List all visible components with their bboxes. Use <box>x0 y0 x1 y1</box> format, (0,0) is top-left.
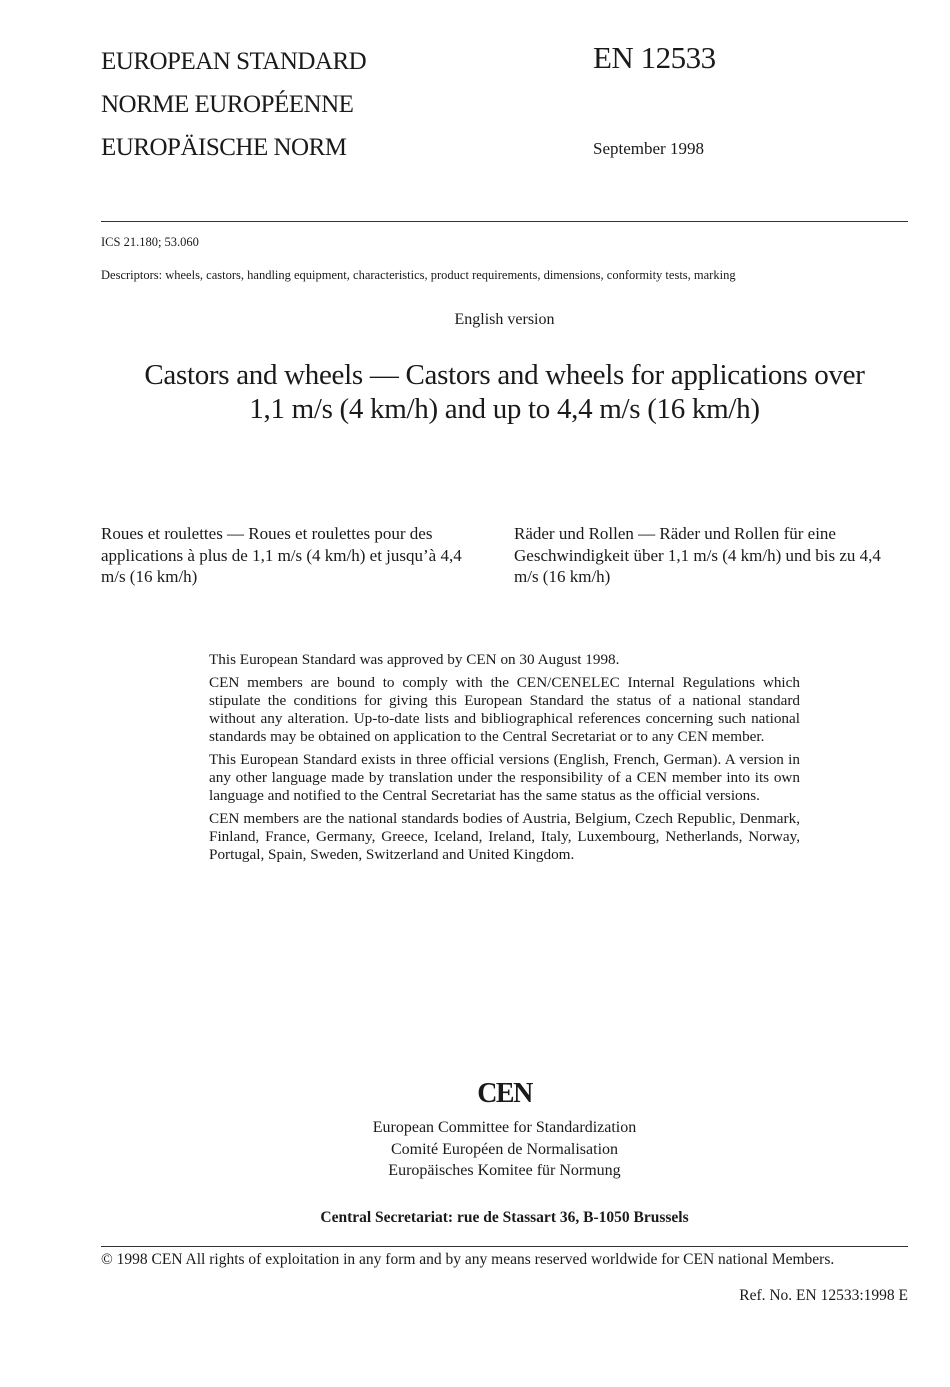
central-secretariat: Central Secretariat: rue de Stassart 36, B-1050 Brussels <box>320 1209 689 1226</box>
french-title: Roues et roulettes — Roues et roulettes pour des applications à plus de 1,1 m/s (4 km/h) et jusqu’à 4,4 m/s (16 km/h) <box>101 524 462 586</box>
cen-name-en: European Committee for Standardization <box>372 1119 637 1136</box>
cen-logo: CEN <box>477 1078 532 1109</box>
cen-name-de: Europäisches Komitee für Normung <box>388 1162 621 1179</box>
header-divider <box>101 221 908 222</box>
notice-members: CEN members are the national standards bodies of Austria, Belgium, Czech Republic, Denmark, Finland, France, Germany, Greece, Iceland, Ireland, Italy, Luxembourg, Netherlands, Norway, Portugal, Spain, Sweden, Switzerland and United Kingdom. <box>209 810 800 863</box>
approval-notice <box>209 651 800 869</box>
reference-number: Ref. No. EN 12533:1998 E <box>739 1287 908 1304</box>
standard-number: EN 12533 <box>593 40 716 75</box>
notice-approval: This European Standard was approved by CEN on 30 August 1998. <box>209 651 620 668</box>
version-label: English version <box>454 311 555 328</box>
ics-code: ICS 21.180; 53.060 <box>101 235 199 249</box>
publication-date: September 1998 <box>593 139 704 158</box>
cen-name-fr: Comité Européen de Normalisation <box>390 1140 619 1158</box>
descriptors: Descriptors: wheels, castors, handling equipment, characteristics, product requirements, dimensions, conformity tests, marking <box>101 268 736 282</box>
footer-divider <box>101 1246 908 1247</box>
document-title <box>101 358 908 426</box>
standard-label-de: EUROPÄISCHE NORM <box>101 134 347 161</box>
title-line-1: Castors and wheels — Castors and wheels for applications over <box>144 359 865 391</box>
cen-names <box>101 1117 908 1182</box>
german-title: Räder und Rollen — Räder und Rollen für eine Geschwindigkeit über 1,1 m/s (4 km/h) und bis zu 4,4 m/s (16 km/h) <box>514 524 881 586</box>
copyright-notice: © 1998 CEN All rights of exploitation in any form and by any means reserved worldwide for CEN national Members. <box>101 1251 835 1268</box>
notice-versions: This European Standard exists in three official versions (English, French, German). A version in any other language made by translation under the responsibility of a CEN member into its own language and notified to the Central Secretariat has the same status as the official versions. <box>209 751 800 804</box>
title-line-2: 1,1 m/s (4 km/h) and up to 4,4 m/s (16 km/h) <box>249 393 760 425</box>
notice-compliance: CEN members are bound to comply with the CEN/CENELEC Internal Regulations which stipulate the conditions for giving this European Standard the status of a national standard without any alteration. Up-to-date lists and bibliographical references concerning such national standards may be obtained on application to the Central Secretariat or to any CEN member. <box>209 674 800 745</box>
standard-label-en: EUROPEAN STANDARD <box>101 48 367 75</box>
standard-label-fr: NORME EUROPÉENNE <box>101 91 354 118</box>
